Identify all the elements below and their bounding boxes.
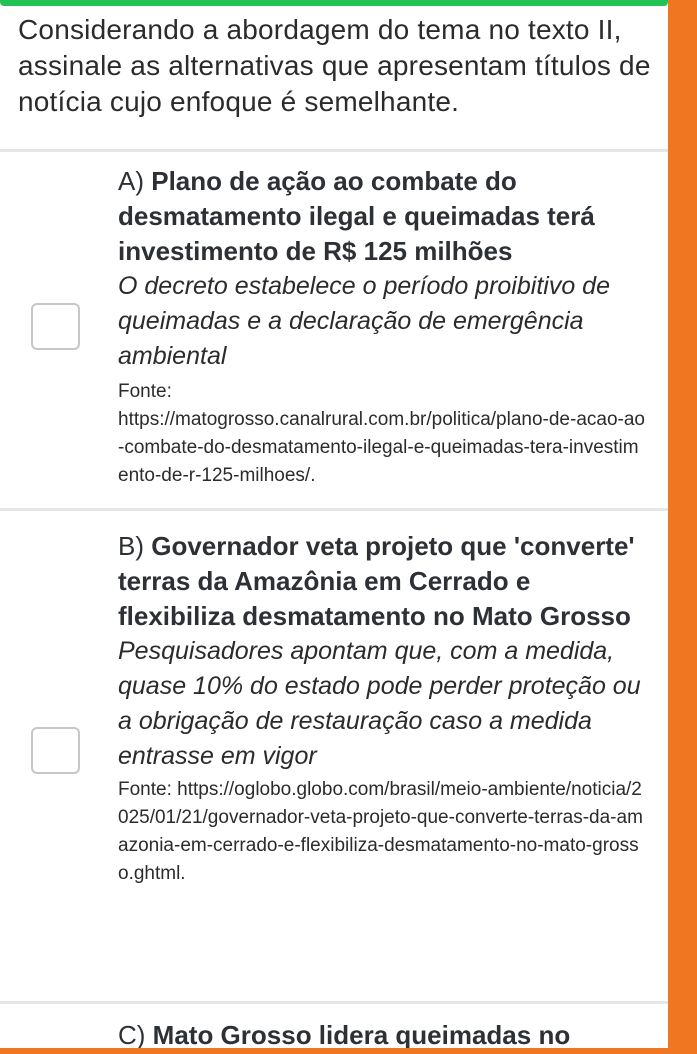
option-b-source-url: https://oglobo.globo.com/brasil/meio-ambiente/noticia/2025/01/21/governador-veta-projeto-que-converte-terras-da-amazonia-em-cerrado-e-flexibiliza-desmatamento-no-mato-grosso.ghtml.: [118, 779, 643, 884]
right-accent-bar: [668, 0, 697, 1054]
option-c-title: Mato Grosso lidera queimadas no: [152, 1020, 571, 1048]
option-b-source-label: Fonte:: [118, 779, 172, 800]
option-a-content: [118, 164, 646, 490]
option-b-content: [118, 529, 646, 888]
option-b[interactable]: [0, 511, 668, 1001]
option-b-headline: [118, 529, 646, 634]
option-a-checkbox[interactable]: [31, 303, 80, 350]
option-c-headline[interactable]: [118, 1018, 658, 1048]
option-a-letter: A): [118, 166, 144, 196]
option-a-headline: [118, 164, 646, 269]
option-a-source-url: https://matogrosso.canalrural.com.br/politica/plano-de-acao-ao-combate-do-desmatamento-ilegal-e-queimadas-tera-investimento-de-r-125-milhoes/.: [118, 409, 645, 486]
option-a-source-label: Fonte:: [118, 381, 172, 402]
option-b-source: [118, 776, 646, 888]
bottom-accent-bar: [0, 1048, 697, 1054]
option-a-title: Plano de ação ao combate do desmatamento ilegal e queimadas terá investimento de R$ 125 milhões: [118, 166, 595, 266]
question-text: Considerando a abordagem do tema no texto II, assinale as alternativas que apresentam títulos de notícia cujo enfoque é semelhante.: [18, 14, 651, 117]
divider: [0, 1001, 668, 1004]
option-b-lead: Pesquisadores apontam que, com a medida, quase 10% do estado pode perder proteção ou a obrigação de restauração caso a medida entrasse em vigor: [118, 637, 641, 770]
option-b-title: Governador veta projeto que 'converte' terras da Amazônia em Cerrado e flexibiliza desmatamento no Mato Grosso: [118, 531, 635, 631]
option-a-lead: O decreto estabelece o período proibitivo de queimadas e a declaração de emergência ambiental: [118, 272, 610, 370]
option-b-checkbox[interactable]: [31, 727, 80, 774]
option-a[interactable]: [0, 152, 668, 510]
option-c-letter: C): [118, 1020, 146, 1048]
option-b-letter: B): [118, 531, 144, 561]
